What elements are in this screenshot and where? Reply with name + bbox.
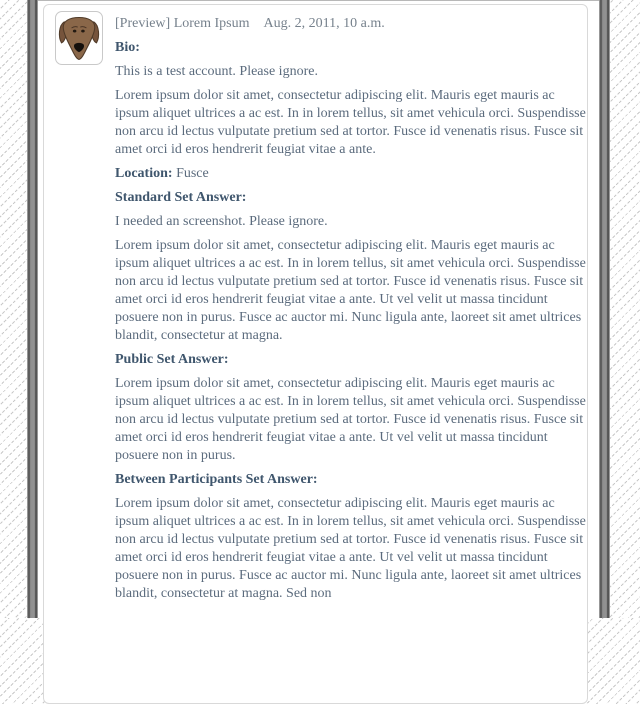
avatar	[55, 11, 103, 65]
between-participants-heading: Between Participants Set Answer:	[115, 472, 318, 487]
top-edge-line	[38, 0, 599, 1]
post-meta	[115, 15, 587, 33]
right-divider-bar	[599, 0, 610, 618]
public-set-paragraph: Lorem ipsum dolor sit amet, consectetur adipiscing elit. Mauris eget mauris ac ipsum aliquet ultrices a ac est. In in lorem tellus, sit amet vehicula orci. Suspendisse non arcu id lectus vulputate pretium sed at tortor. Fusce id venenatis risus. Fusce sit amet orci id eros hendrerit feugiat vitae a ante. Ut vel velit ut massa tincidunt posuere non in purus.	[115, 376, 586, 463]
preview-card	[43, 4, 588, 704]
location-value: Fusce	[176, 166, 209, 181]
left-divider-bar	[27, 0, 38, 618]
standard-set-intro-text: I needed an screenshot. Please ignore.	[115, 214, 328, 229]
preview-title: [Preview] Lorem Ipsum	[115, 16, 250, 31]
standard-set-paragraph: Lorem ipsum dolor sit amet, consectetur adipiscing elit. Mauris eget mauris ac ipsum aliquet ultrices a ac est. In in lorem tellus, sit amet vehicula orci. Suspendisse non arcu id lectus vulputate pretium sed at tortor. Fusce id venenatis risus. Fusce sit amet orci id eros hendrerit feugiat vitae a ante. Ut vel velit ut massa tincidunt posuere non in purus. Fusce ac auctor mi. Nunc ligula ante, laoreet sit amet ultrices blandit, consectetur at magna.	[115, 238, 586, 343]
public-set-answer-heading: Public Set Answer:	[115, 352, 229, 367]
location-row	[115, 165, 587, 183]
dog-avatar-icon	[58, 15, 100, 62]
location-label: Location:	[115, 166, 173, 181]
post-body	[115, 15, 587, 603]
post-date: Aug. 2, 2011, 10 a.m.	[263, 16, 385, 31]
between-participants-paragraph: Lorem ipsum dolor sit amet, consectetur adipiscing elit. Mauris eget mauris ac ipsum aliquet ultrices a ac est. In in lorem tellus, sit amet vehicula orci. Suspendisse non arcu id lectus vulputate pretium sed at tortor. Fusce id venenatis risus. Fusce sit amet orci id eros hendrerit feugiat vitae a ante. Ut vel velit ut massa tincidunt posuere non in purus. Fusce ac auctor mi. Nunc ligula ante, laoreet sit amet ultrices blandit, consectetur at magna. Sed non	[115, 496, 586, 601]
standard-set-answer-heading: Standard Set Answer:	[115, 190, 247, 205]
bio-heading: Bio:	[115, 40, 140, 55]
bio-lorem-paragraph: Lorem ipsum dolor sit amet, consectetur adipiscing elit. Mauris eget mauris ac ipsum aliquet ultrices a ac est. In in lorem tellus, sit amet vehicula orci. Suspendisse non arcu id lectus vulputate pretium sed at tortor. Fusce id venenatis risus. Fusce sit amet orci id eros hendrerit feugiat vitae a ante.	[115, 88, 586, 157]
bio-intro-text: This is a test account. Please ignore.	[115, 64, 318, 79]
